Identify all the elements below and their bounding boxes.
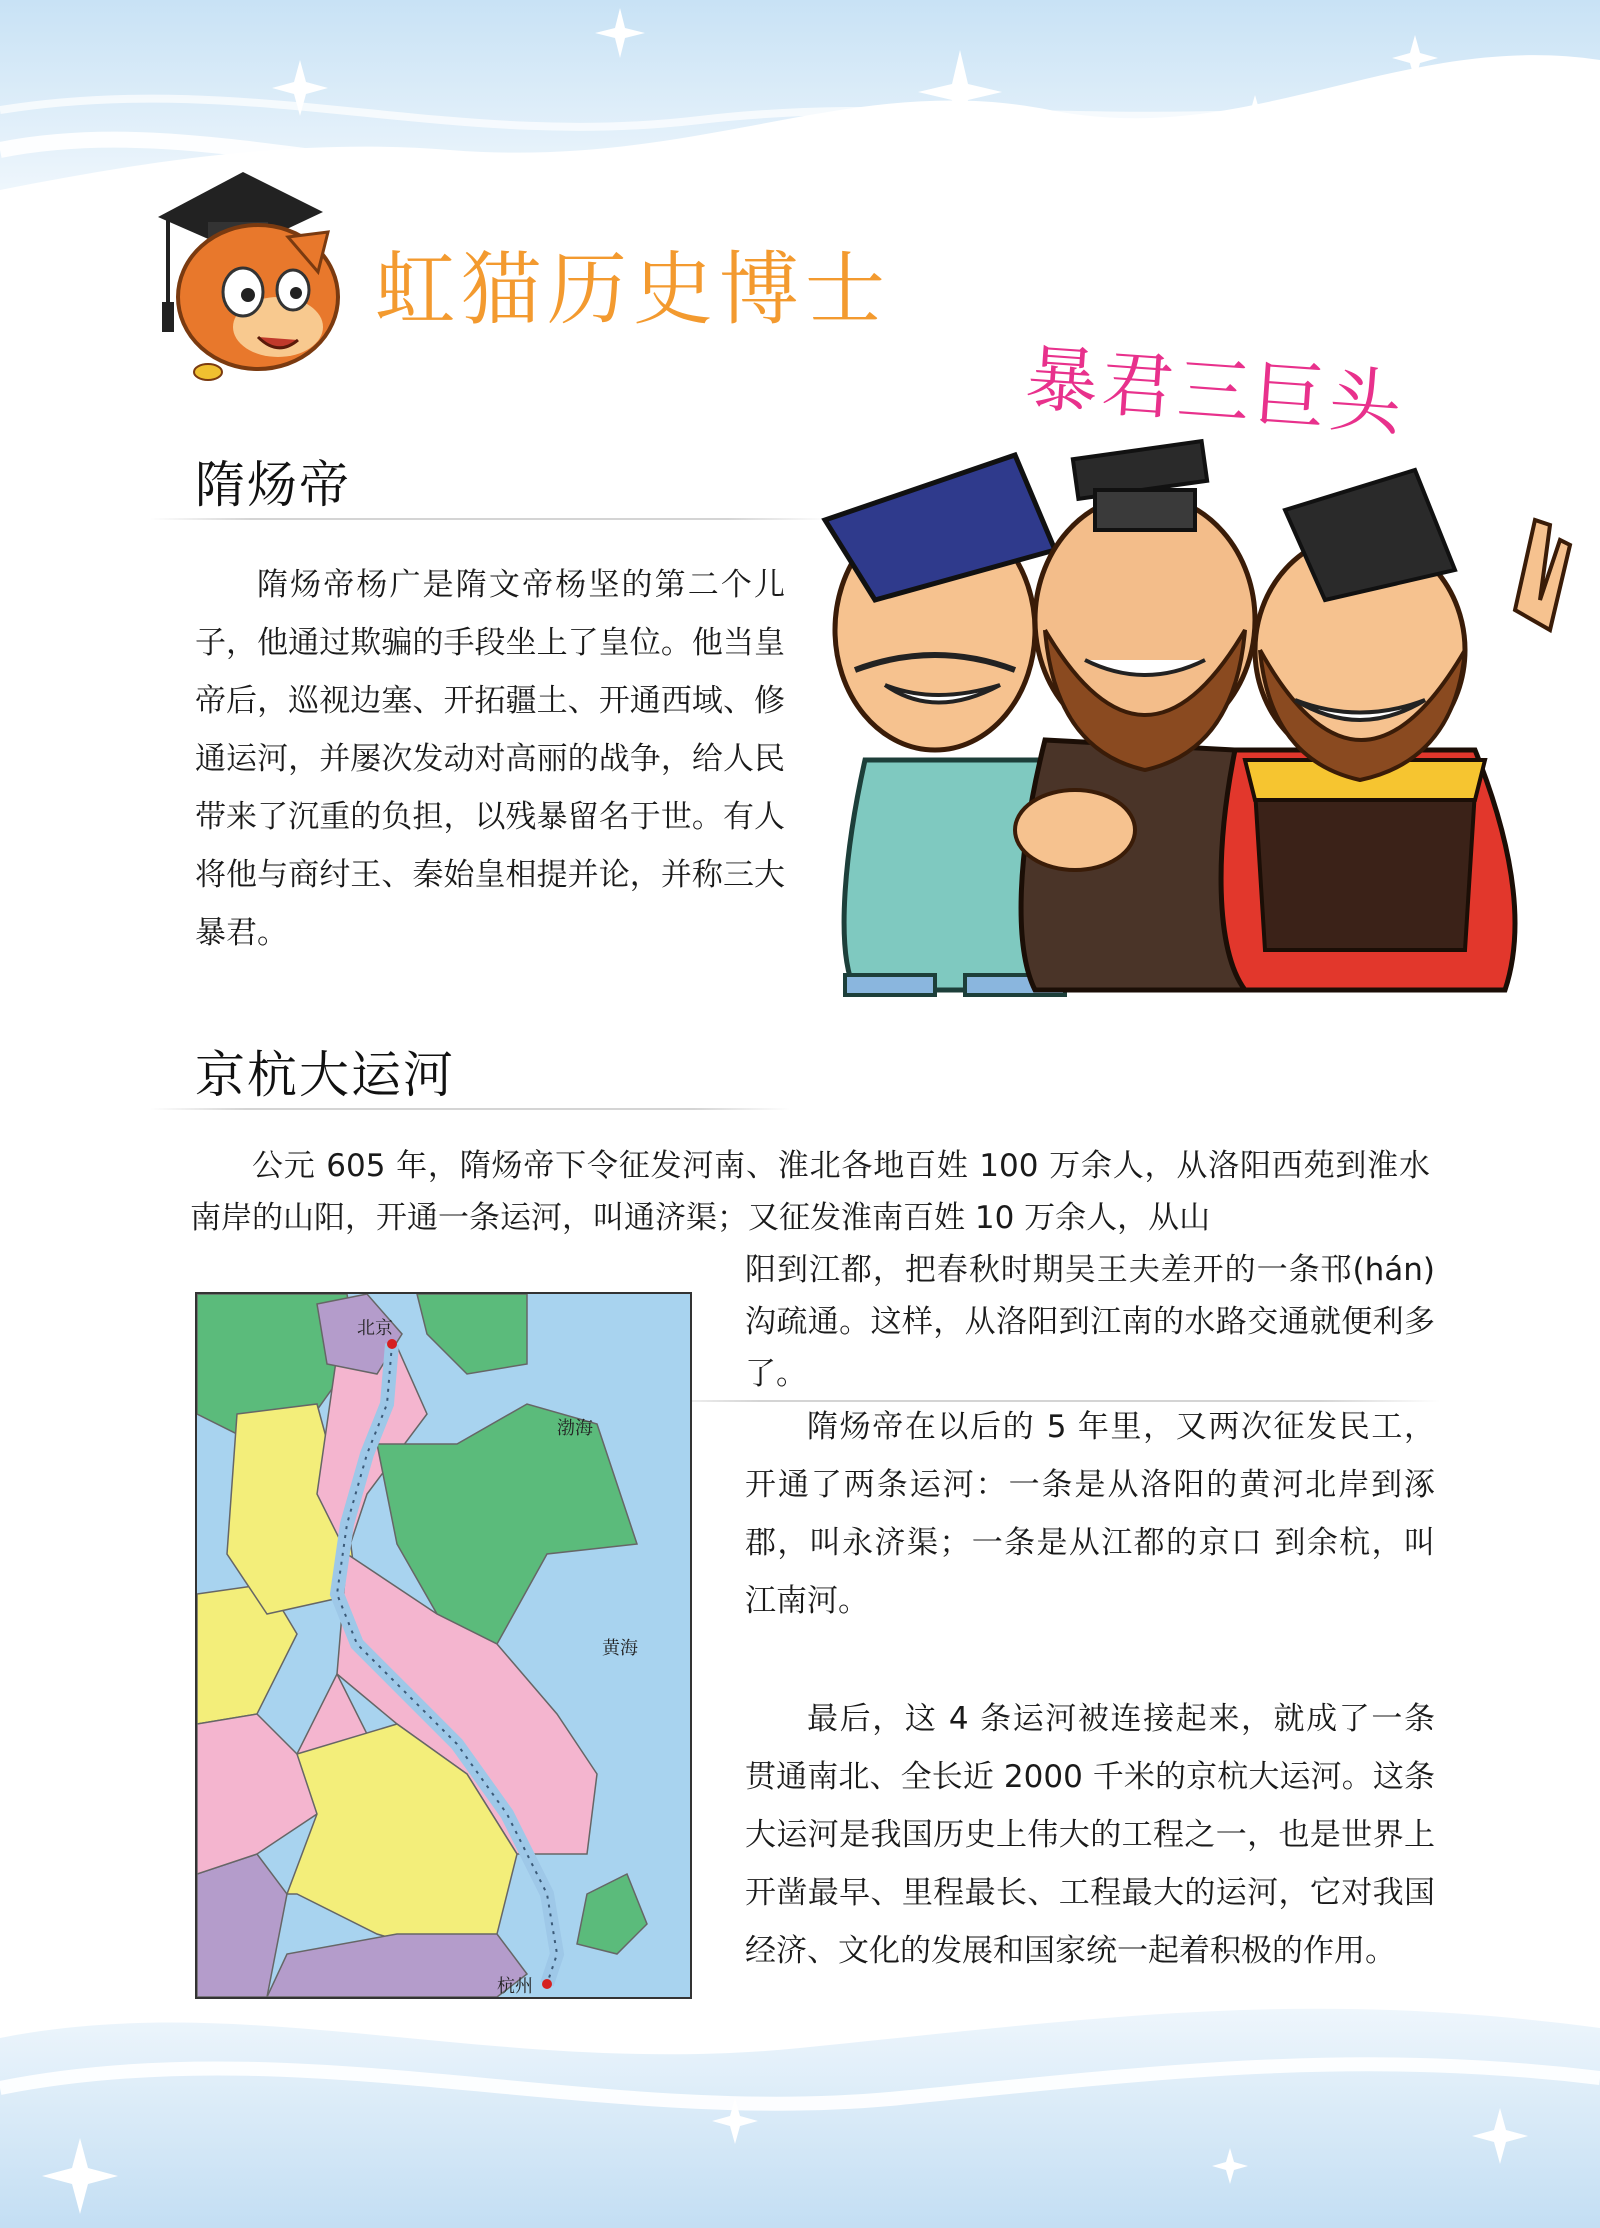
beijing-marker-icon [387,1339,397,1349]
section1-paragraph: 隋炀帝杨广是隋文帝杨坚的第二个儿子，他通过欺骗的手段坐上了皇位。他当皇帝后，巡视边塞、开拓疆土、开通西域、修通运河，并屡次发动对高丽的战争，给人民带来了沉重的负担，以残暴留名于世。有人将他与商纣王、秦始皇相提并论，并称三大暴君。 [195,567,785,951]
subtitle-tyrants: 暴君三巨头 [1023,335,1408,447]
section-heading-grand-canal: 京杭大运河 [195,1046,455,1104]
section-heading-sui-yangdi: 隋炀帝 [195,456,351,514]
map-label-bohai: 渤海 [557,1418,593,1439]
canal-paragraph-1-top: 公元 605 年，隋炀帝下令征发河南、淮北各地百姓 100 万余人，从洛阳西苑到淮水南岸的山阳，开通一条运河，叫通济渠；又征发淮南百姓 10 万余人，从山 [190,1148,1430,1236]
map-svg [197,1294,690,1997]
canal-paragraph-2: 隋炀帝在以后的 5 年里，又两次征发民工，开通了两条运河：一条是从洛阳的黄河北岸到涿郡，叫永济渠；一条是从江都的京口 到余杭，叫江南河。 [745,1409,1435,1619]
map-label-huanghai: 黄海 [602,1638,638,1659]
map-label-hangzhou: 杭州 [497,1976,533,1997]
brand-title: 虹猫历史博士 [375,243,891,336]
grand-canal-map [195,1292,692,1999]
mascot-cat-icon [148,162,348,392]
divider [150,1108,790,1110]
three-emperors-illustration [815,430,1575,1000]
divider [150,518,830,520]
map-label-beijing: 北京 [357,1318,393,1339]
hangzhou-marker-icon [542,1979,552,1989]
canal-paragraph-1-bottom: 阳到江都，把春秋时期吴王夫差开的一条邗(hán)沟疏通。这样，从洛阳到江南的水路交通就便利多了。 [745,1252,1435,1392]
canal-paragraph-3: 最后，这 4 条运河被连接起来，就成了一条贯通南北、全长近 2000 千米的京杭大运河。这条大运河是我国历史上伟大的工程之一，也是世界上开凿最早、里程最长、工程最大的运河，它对我国经济、文化的发展和国家统一起着积极的作用。 [745,1701,1435,1969]
